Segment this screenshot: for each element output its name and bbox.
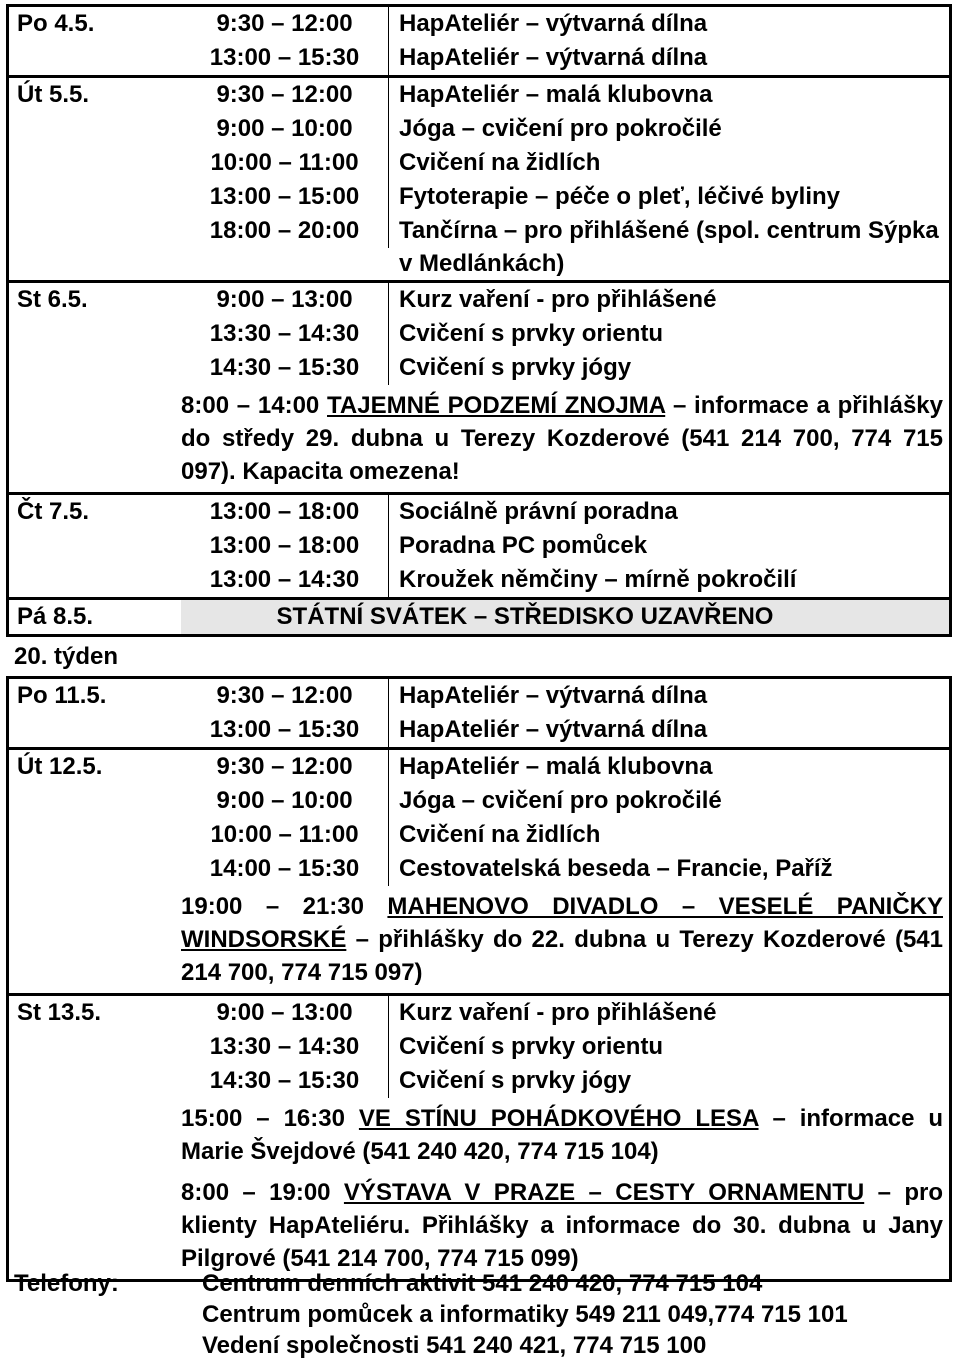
event-text: Kurz vaření - pro přihlášené — [399, 999, 717, 1026]
event-row — [9, 112, 949, 146]
event-text: Poradna PC pomůcek — [399, 532, 648, 559]
week-label: 20. týden — [14, 643, 119, 670]
day-cell-blank — [9, 784, 181, 818]
event-time: 9:30 – 12:00 — [181, 750, 389, 784]
day-cell-blank — [9, 713, 181, 747]
event-time: 13:00 – 18:00 — [181, 495, 389, 529]
event-time: 8:00 – 14:00 — [181, 392, 320, 419]
event-text: Kurz vaření - pro přihlášené — [399, 286, 717, 313]
day-cell-blank — [9, 1030, 181, 1064]
event-row — [9, 1030, 949, 1064]
day-block — [9, 600, 949, 634]
event-row — [9, 78, 949, 112]
event-details: – informace u Marie Švejdové (541 240 420, 774 715 104) — [181, 1105, 944, 1165]
event-headline: MAHENOVO DIVADLO – VESELÉ PANIČKY WINDSORSKÉ — [181, 893, 943, 953]
event-text: HapAteliér – výtvarná dílna — [399, 44, 708, 71]
event-headline: TAJEMNÉ PODZEMÍ ZNOJMA — [327, 392, 666, 419]
event-time: 10:00 – 11:00 — [181, 818, 389, 852]
event-text: Tančírna – pro přihlášené (spol. centrum Sýpka v Medlánkách) — [399, 217, 939, 277]
day-block — [9, 996, 949, 1279]
event-details: – přihlášky do 22. dubna u Terezy Kozderové (541 214 700, 774 715 097) — [181, 926, 944, 986]
event-row — [9, 750, 949, 784]
event-text: HapAteliér – malá klubovna — [399, 81, 713, 108]
event-row — [9, 679, 949, 713]
event-time: 14:30 – 15:30 — [181, 351, 389, 385]
phone-line: Centrum pomůcek a informatiky 549 211 049,774 715 101 — [202, 1301, 848, 1328]
event-text: HapAteliér – výtvarná dílna — [399, 682, 708, 709]
holiday-notice: STÁTNÍ SVÁTEK – STŘEDISKO UZAVŘENO — [181, 600, 949, 634]
event-time: 14:00 – 15:30 — [181, 852, 389, 886]
event-time: 13:00 – 15:30 — [181, 41, 389, 75]
day-cell-blank — [9, 563, 181, 597]
day-label: Út 12.5. — [17, 753, 103, 780]
event-time: 19:00 – 21:30 — [181, 893, 364, 920]
day-label: St 13.5. — [17, 999, 102, 1026]
day-block — [9, 78, 949, 283]
event-wide-text — [181, 385, 949, 492]
phones-label: Telefony: — [14, 1270, 119, 1297]
day-label: Pá 8.5. — [17, 603, 94, 630]
event-text: Jóga – cvičení pro pokročilé — [399, 787, 722, 814]
event-time: 9:30 – 12:00 — [181, 78, 389, 112]
event-row — [9, 146, 949, 180]
event-row — [9, 713, 949, 747]
day-cell-blank — [9, 818, 181, 852]
event-wide-row — [9, 1098, 949, 1172]
day-cell-blank — [9, 317, 181, 351]
event-time: 13:00 – 15:00 — [181, 180, 389, 214]
event-time: 9:00 – 10:00 — [181, 112, 389, 146]
event-details: – pro klienty HapAteliéru. Přihlášky a informace do 30. dubna u Jany Pilgrové (541 214 700, 774 715 099) — [181, 1179, 943, 1272]
event-text: Cvičení s prvky orientu — [399, 320, 664, 347]
event-details: – informace a přihlášky do středy 29. dubna u Terezy Kozderové (541 214 700, 774 715 097). Kapacita omezena! — [181, 392, 943, 485]
holiday-row — [9, 600, 949, 634]
event-time: 9:30 – 12:00 — [181, 7, 389, 41]
event-row — [9, 351, 949, 385]
day-cell-blank — [9, 385, 181, 419]
event-row — [9, 283, 949, 317]
phone-line: Centrum denních aktivit 541 240 420, 774 715 104 — [202, 1270, 763, 1297]
day-cell-blank — [9, 1064, 181, 1098]
event-text: HapAteliér – malá klubovna — [399, 753, 713, 780]
day-cell-blank — [9, 886, 181, 920]
phone-line: Vedení společnosti 541 240 421, 774 715 100 — [202, 1332, 707, 1359]
event-wide-text — [181, 886, 949, 993]
day-block — [9, 495, 949, 600]
event-row — [9, 7, 949, 41]
day-cell-blank — [9, 180, 181, 214]
event-wide-row — [9, 1172, 949, 1279]
event-wide-text — [181, 1098, 949, 1172]
event-row — [9, 563, 949, 597]
event-time: 9:00 – 13:00 — [181, 283, 389, 317]
event-headline: VE STÍNU POHÁDKOVÉHO LESA — [358, 1105, 759, 1132]
event-time: 10:00 – 11:00 — [181, 146, 389, 180]
event-text: Cvičení s prvky orientu — [399, 1033, 664, 1060]
day-block — [9, 283, 949, 495]
day-cell-blank — [9, 852, 181, 886]
schedule-week-20 — [6, 676, 952, 1282]
event-time: 13:00 – 18:00 — [181, 529, 389, 563]
event-time: 15:00 – 16:30 — [181, 1105, 345, 1132]
day-cell-blank — [9, 146, 181, 180]
event-wide-row — [9, 886, 949, 993]
event-text: HapAteliér – výtvarná dílna — [399, 10, 708, 37]
event-row — [9, 41, 949, 75]
event-text: HapAteliér – výtvarná dílna — [399, 716, 708, 743]
event-time: 13:00 – 15:30 — [181, 713, 389, 747]
schedule-week-19 — [6, 4, 952, 637]
event-row — [9, 317, 949, 351]
event-row — [9, 818, 949, 852]
event-text: Kroužek němčiny – mírně pokročilí — [399, 566, 797, 593]
day-cell-blank — [9, 41, 181, 75]
event-text: Cvičení s prvky jógy — [399, 1067, 632, 1094]
event-text: Jóga – cvičení pro pokročilé — [399, 115, 722, 142]
event-time: 18:00 – 20:00 — [181, 214, 389, 248]
day-cell-blank — [9, 351, 181, 385]
event-time: 9:00 – 13:00 — [181, 996, 389, 1030]
event-wide-row — [9, 385, 949, 492]
event-headline: VÝSTAVA V PRAZE – CESTY ORNAMENTU — [343, 1179, 865, 1206]
event-row — [9, 996, 949, 1030]
day-label: Čt 7.5. — [17, 498, 90, 525]
event-row — [9, 529, 949, 563]
event-text: Fytoterapie – péče o pleť, léčivé byliny — [399, 183, 840, 210]
event-wide-text — [181, 1172, 949, 1279]
event-row — [9, 495, 949, 529]
day-cell-blank — [9, 1098, 181, 1132]
event-row — [9, 784, 949, 818]
event-row — [9, 852, 949, 886]
day-label: Út 5.5. — [17, 81, 90, 108]
event-time: 13:30 – 14:30 — [181, 1030, 389, 1064]
day-cell-blank — [9, 112, 181, 146]
event-text: Cvičení s prvky jógy — [399, 354, 632, 381]
day-cell-blank — [9, 529, 181, 563]
event-time: 13:30 – 14:30 — [181, 317, 389, 351]
day-block — [9, 7, 949, 78]
event-row — [9, 1064, 949, 1098]
event-row — [9, 214, 949, 280]
day-cell-blank — [9, 214, 181, 248]
day-label: St 6.5. — [17, 286, 88, 313]
event-time: 8:00 – 19:00 — [181, 1179, 331, 1206]
event-text: Cvičení na židlích — [399, 149, 601, 176]
event-time: 13:00 – 14:30 — [181, 563, 389, 597]
event-time: 14:30 – 15:30 — [181, 1064, 389, 1098]
day-block — [9, 750, 949, 996]
event-row — [9, 180, 949, 214]
event-text: Cestovatelská beseda – Francie, Paříž — [399, 855, 833, 882]
day-block — [9, 679, 949, 750]
day-label: Po 11.5. — [17, 682, 107, 709]
event-text: Sociálně právní poradna — [399, 498, 678, 525]
event-time: 9:30 – 12:00 — [181, 679, 389, 713]
day-label: Po 4.5. — [17, 10, 95, 37]
event-text: Cvičení na židlích — [399, 821, 601, 848]
day-cell-blank — [9, 1172, 181, 1206]
event-time: 9:00 – 10:00 — [181, 784, 389, 818]
